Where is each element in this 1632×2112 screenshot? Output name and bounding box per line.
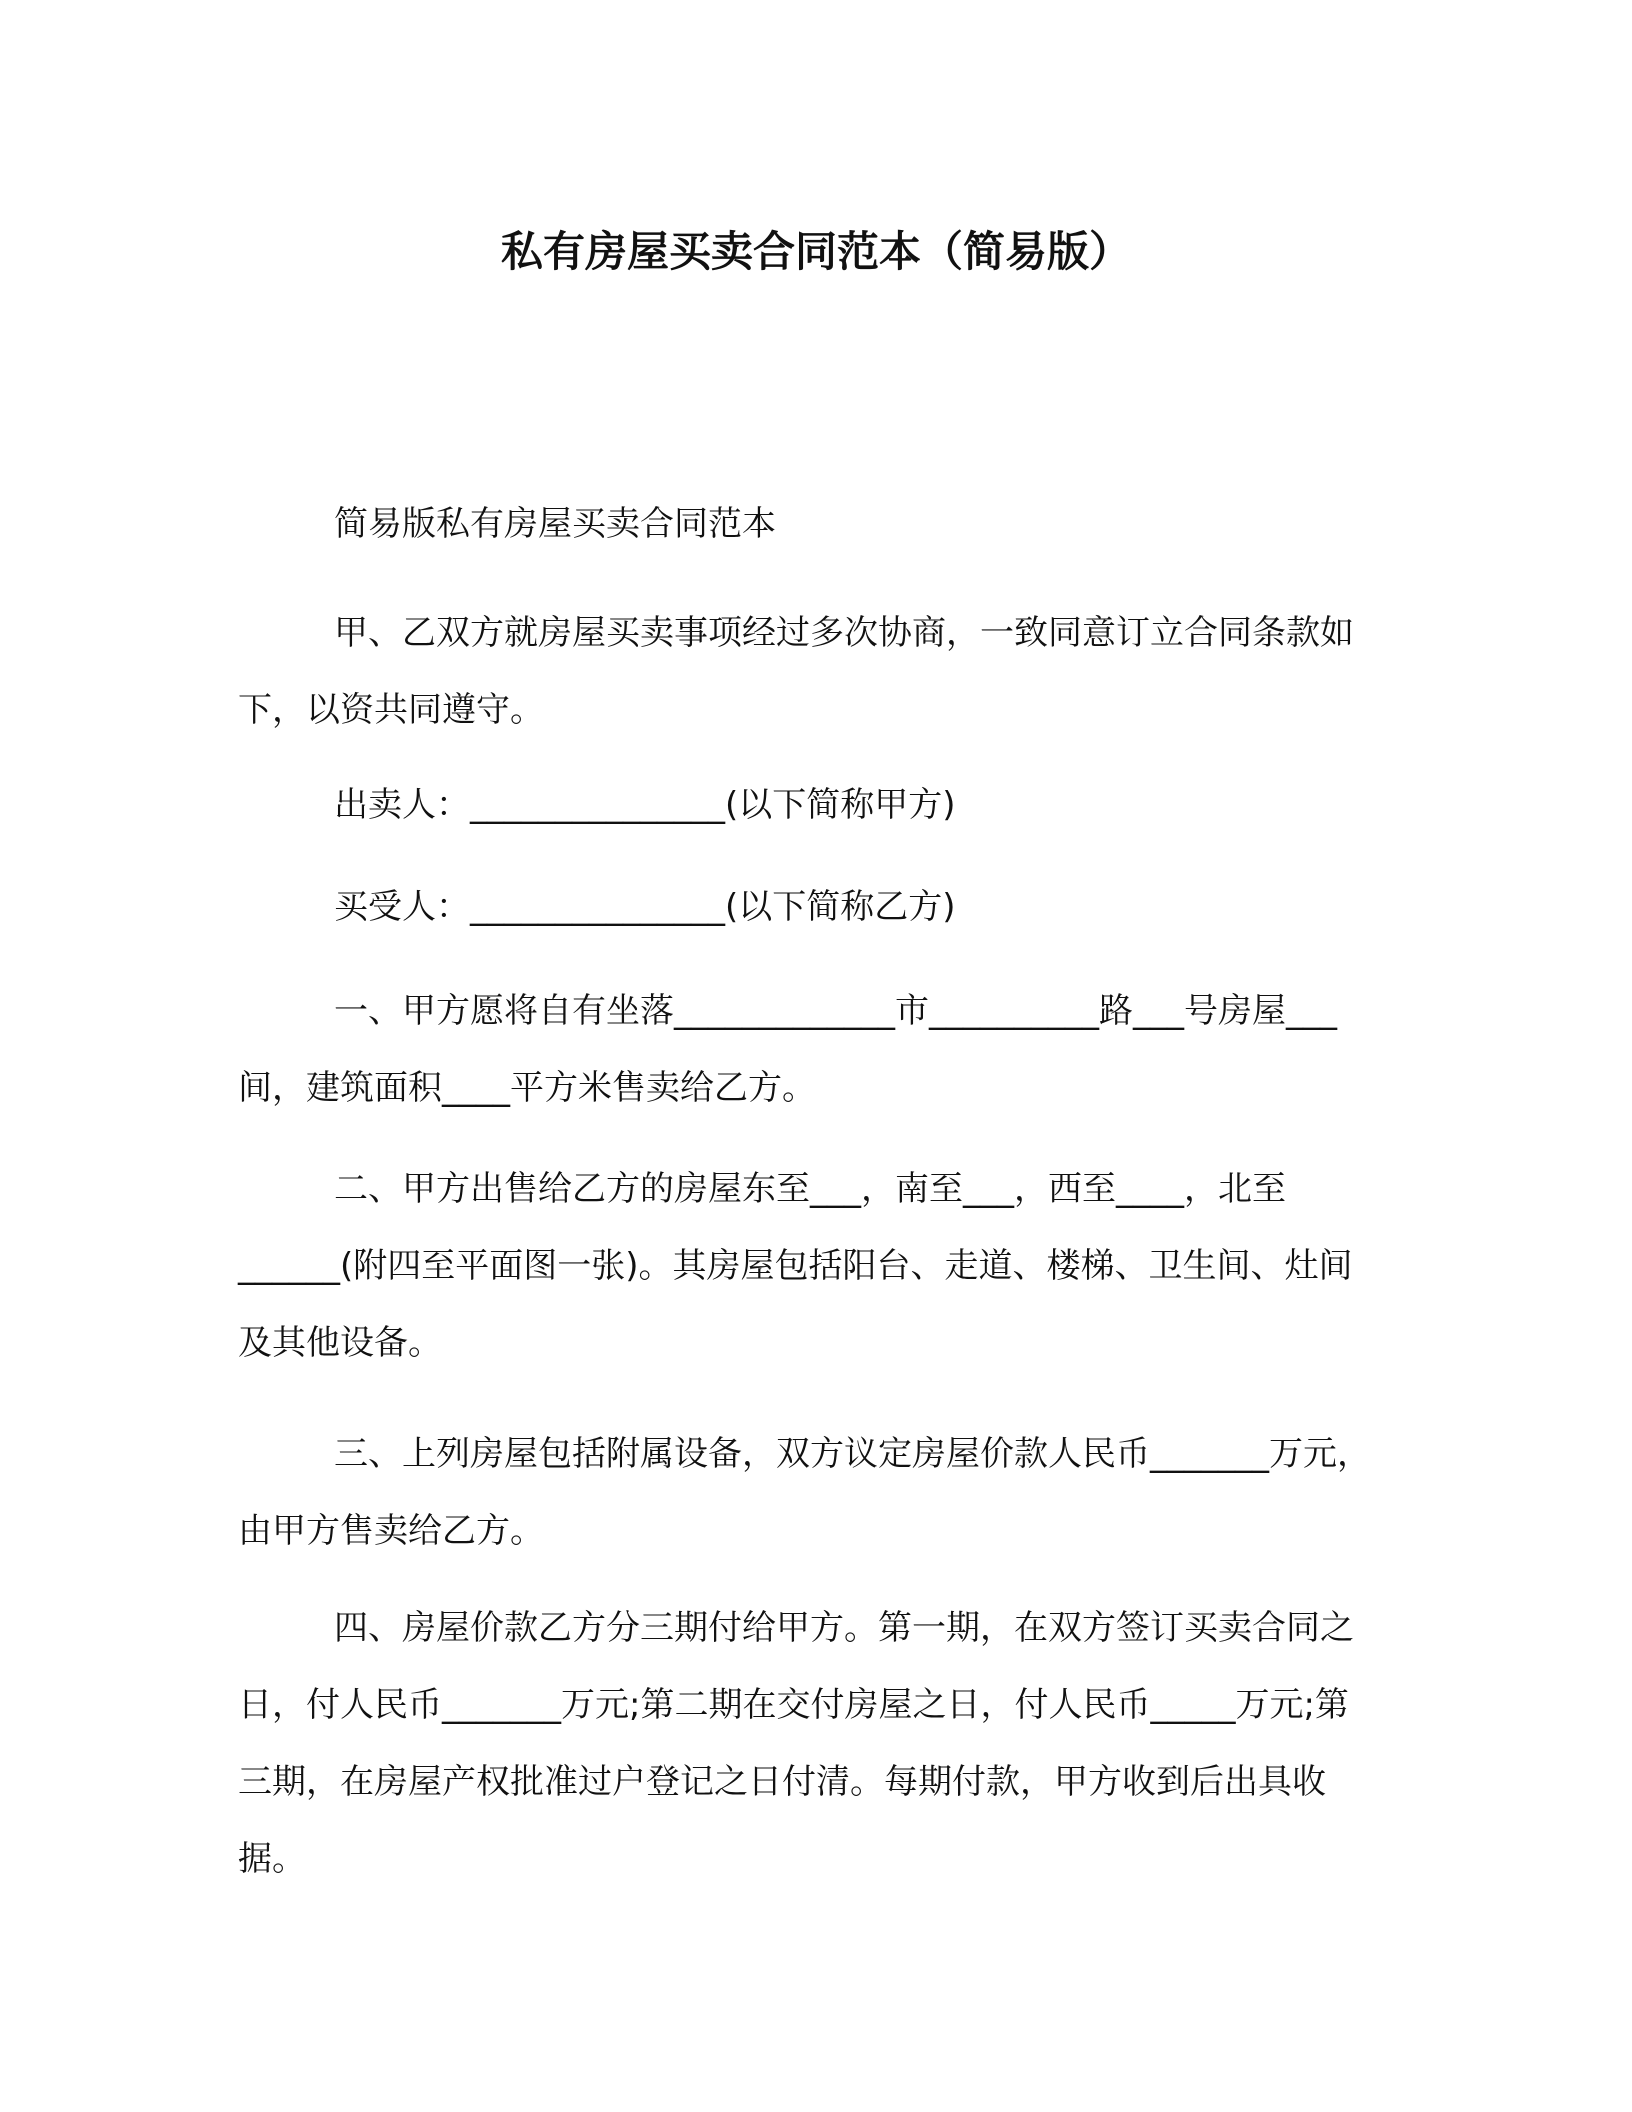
paragraph-text: 四、房屋价款乙方分三期付给甲方。第一期，在双方签订买卖合同之日，付人民币_______万元;第二期在交付房屋之日，付人民币_____万元;第三期，在房屋产权批准过户登记之日付清。每期付款，甲方收到后出具收据。 — [238, 1608, 1354, 1879]
paragraph-intro — [238, 595, 1372, 749]
document-subtitle: 简易版私有房屋买卖合同范本 — [334, 504, 776, 544]
paragraph-clause-4 — [238, 1590, 1372, 1898]
paragraph-text: 买受人：_______________(以下简称乙方) — [334, 887, 956, 927]
paragraph-seller — [238, 767, 1372, 844]
document-title: 私有房屋买卖合同范本（简易版） — [500, 227, 1131, 276]
paragraph-text: 一、甲方愿将自有坐落_____________市__________路___号房屋___间，建筑面积____平方米售卖给乙方。 — [238, 991, 1337, 1108]
paragraph-text: 二、甲方出售给乙方的房屋东至___，南至___，西至____，北至______(附四至平面图一张)。其房屋包括阳台、走道、楼梯、卫生间、灶间及其他设备。 — [238, 1169, 1353, 1363]
paragraph-text: 出卖人：_______________(以下简称甲方) — [334, 785, 956, 825]
paragraph-text: 甲、乙双方就房屋买卖事项经过多次协商，一致同意订立合同条款如下，以资共同遵守。 — [238, 613, 1354, 730]
paragraph-clause-3 — [238, 1416, 1372, 1570]
paragraph-clause-1 — [238, 973, 1372, 1127]
paragraph-clause-2 — [238, 1151, 1372, 1382]
paragraph-text: 三、上列房屋包括附属设备，双方议定房屋价款人民币_______万元，由甲方售卖给乙方。 — [238, 1434, 1371, 1551]
paragraph-buyer — [238, 869, 1372, 946]
